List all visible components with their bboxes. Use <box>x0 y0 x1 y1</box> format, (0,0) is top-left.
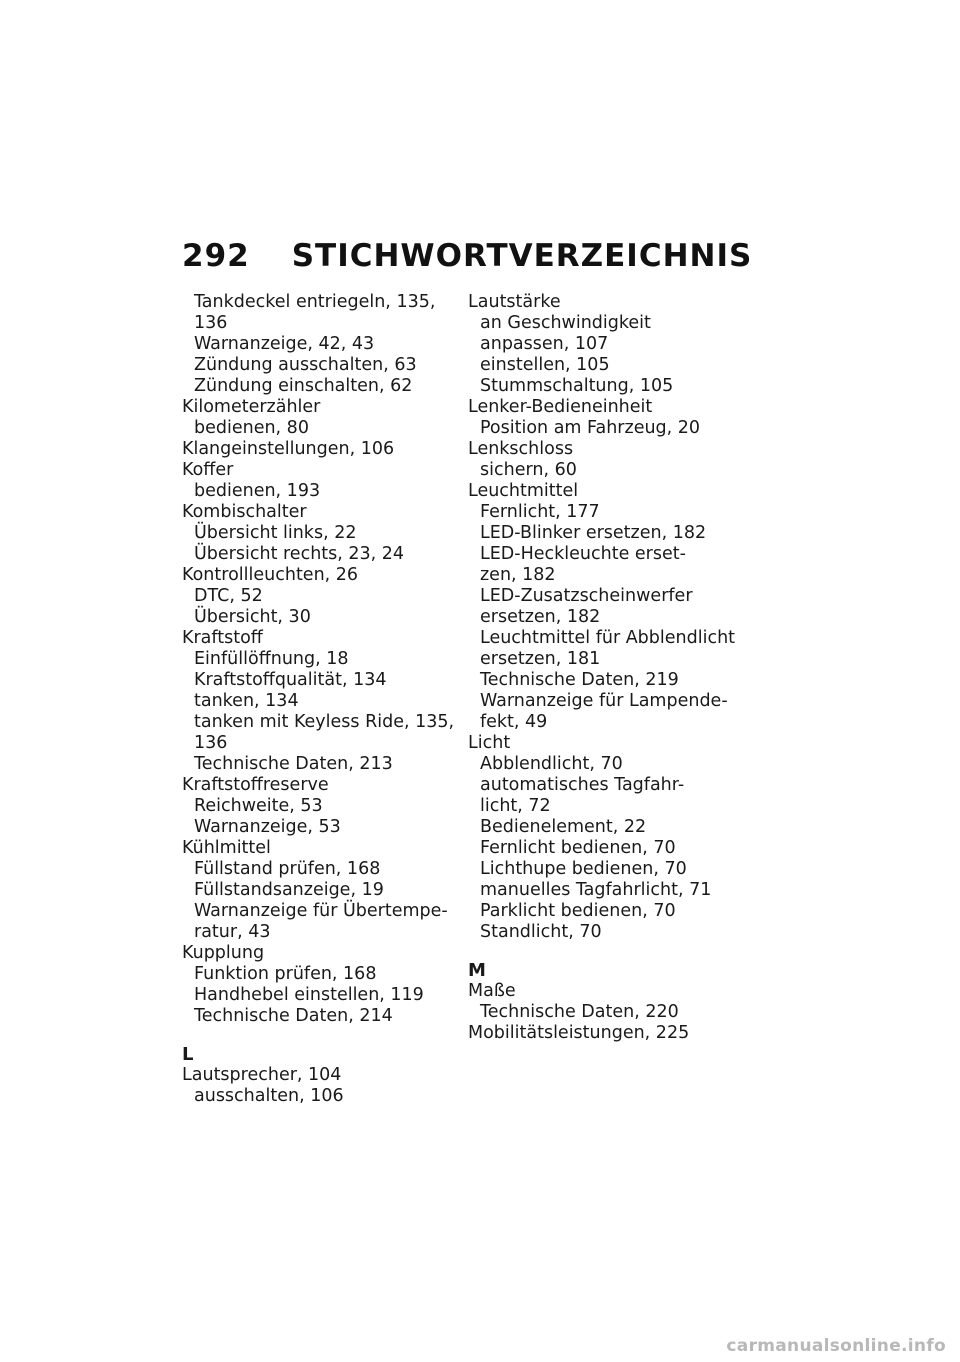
index-subentry: manuelles Tagfahrlicht, 71 <box>480 880 712 900</box>
index-entry: Lenkschloss <box>468 439 574 459</box>
index-subentry: Standlicht, 70 <box>480 922 602 942</box>
index-subentry: Einfüllöffnung, 18 <box>194 649 349 669</box>
index-subentry: Reichweite, 53 <box>194 796 323 816</box>
index-entry: Kombischalter <box>182 502 307 522</box>
page-title: STICHWORTVERZEICHNIS <box>291 238 753 274</box>
index-subentry: tanken mit Keyless Ride, 135, <box>194 712 455 732</box>
index-entry: Lautsprecher, 104 <box>182 1065 342 1085</box>
index-subentry: Zündung einschalten, 62 <box>194 376 413 396</box>
index-subentry: an Geschwindigkeit <box>480 313 651 333</box>
index-subentry: bedienen, 193 <box>194 481 321 501</box>
index-subentry: ersetzen, 182 <box>480 607 601 627</box>
index-entry: Licht <box>468 733 511 753</box>
index-subentry: Warnanzeige, 42, 43 <box>194 334 375 354</box>
index-subentry: anpassen, 107 <box>480 334 609 354</box>
index-subentry: Technische Daten, 213 <box>194 754 393 774</box>
index-entry: Kühlmittel <box>182 838 271 858</box>
index-subentry: 136 <box>194 313 228 333</box>
index-entry: Kraftstoff <box>182 628 263 648</box>
index-subentry: Technische Daten, 220 <box>480 1002 679 1022</box>
index-subentry: Fernlicht bedienen, 70 <box>480 838 676 858</box>
index-subentry: Technische Daten, 214 <box>194 1006 393 1026</box>
index-subentry: Übersicht links, 22 <box>194 523 357 543</box>
index-subentry: tanken, 134 <box>194 691 299 711</box>
page-number: 292 <box>182 238 250 274</box>
index-column-left <box>182 292 457 1107</box>
index-subentry: Füllstand prüfen, 168 <box>194 859 381 879</box>
index-section-letter: L <box>182 1044 194 1065</box>
index-section-letter: M <box>468 960 486 981</box>
index-subentry: sichern, 60 <box>480 460 577 480</box>
index-subentry: Abblendlicht, 70 <box>480 754 623 774</box>
index-entry: Kupplung <box>182 943 265 963</box>
index-subentry: Stummschaltung, 105 <box>480 376 674 396</box>
index-subentry: Tankdeckel entriegeln, 135, <box>194 292 436 312</box>
index-subentry: LED-Blinker ersetzen, 182 <box>480 523 707 543</box>
index-subentry: Position am Fahrzeug, 20 <box>480 418 701 438</box>
index-subentry: einstellen, 105 <box>480 355 610 375</box>
index-entry: Mobilitätsleistungen, 225 <box>468 1023 690 1043</box>
index-entry: Leuchtmittel <box>468 481 579 501</box>
index-subentry: Warnanzeige für Lampende- <box>480 691 728 711</box>
index-subentry: Kraftstoffqualität, 134 <box>194 670 387 690</box>
index-entry: Kontrollleuchten, 26 <box>182 565 359 585</box>
index-subentry: Warnanzeige für Übertempe- <box>194 901 448 921</box>
page-header <box>182 238 752 274</box>
index-subentry: Funktion prüfen, 168 <box>194 964 377 984</box>
index-entry: Koffer <box>182 460 234 480</box>
index-subentry: Parklicht bedienen, 70 <box>480 901 676 921</box>
index-entry: Kilometerzähler <box>182 397 321 417</box>
index-subentry: DTC, 52 <box>194 586 263 606</box>
index-entry: Klangeinstellungen, 106 <box>182 439 395 459</box>
watermark: carmanualsonline.info <box>726 1336 946 1356</box>
index-subentry: Fernlicht, 177 <box>480 502 600 522</box>
index-subentry: Übersicht rechts, 23, 24 <box>194 544 405 564</box>
index-subentry: ersetzen, 181 <box>480 649 601 669</box>
index-subentry: ratur, 43 <box>194 922 271 942</box>
index-subentry: Leuchtmittel für Abblendlicht <box>480 628 736 648</box>
index-subentry: licht, 72 <box>480 796 551 816</box>
index-subentry: zen, 182 <box>480 565 556 585</box>
index-subentry: ausschalten, 106 <box>194 1086 344 1106</box>
index-subentry: Füllstandsanzeige, 19 <box>194 880 384 900</box>
index-subentry: 136 <box>194 733 228 753</box>
index-entry: Maße <box>468 981 516 1001</box>
index-subentry: LED-Zusatzscheinwerfer <box>480 586 693 606</box>
index-subentry: fekt, 49 <box>480 712 548 732</box>
index-subentry: automatisches Tagfahr- <box>480 775 685 795</box>
index-subentry: Technische Daten, 219 <box>480 670 679 690</box>
index-subentry: Zündung ausschalten, 63 <box>194 355 417 375</box>
index-subentry: Handhebel einstellen, 119 <box>194 985 424 1005</box>
index-subentry: Warnanzeige, 53 <box>194 817 341 837</box>
index-subentry: bedienen, 80 <box>194 418 309 438</box>
index-entry: Lautstärke <box>468 292 561 312</box>
index-subentry: Lichthupe bedienen, 70 <box>480 859 687 879</box>
index-entry: Kraftstoffreserve <box>182 775 329 795</box>
index-subentry: LED-Heckleuchte erset- <box>480 544 686 564</box>
index-subentry: Bedienelement, 22 <box>480 817 647 837</box>
index-subentry: Übersicht, 30 <box>194 607 311 627</box>
index-entry: Lenker-Bedieneinheit <box>468 397 653 417</box>
index-column-right <box>468 292 743 1044</box>
